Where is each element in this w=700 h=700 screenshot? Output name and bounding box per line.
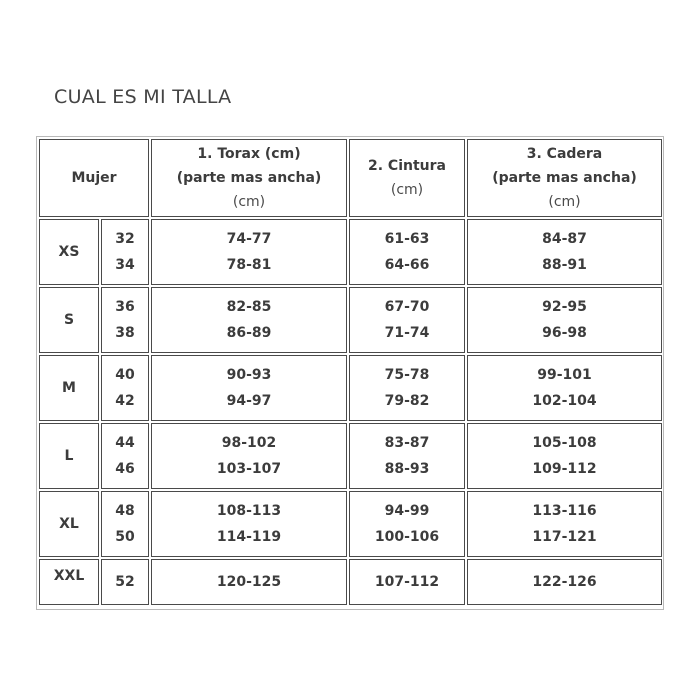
eu-size-l xyxy=(101,423,149,489)
eu-size-value: 34 xyxy=(115,257,135,273)
torax-s xyxy=(151,287,347,353)
cadera-value: 109-112 xyxy=(532,461,597,477)
eu-size-value: 48 xyxy=(115,503,135,519)
size-label-s xyxy=(39,287,99,353)
size-label-l xyxy=(39,423,99,489)
cintura-value: 61-63 xyxy=(384,231,430,247)
cintura-s xyxy=(349,287,465,353)
torax-xl xyxy=(151,491,347,557)
header-mujer xyxy=(39,139,149,217)
torax-xxl xyxy=(151,559,347,605)
torax-value: 86-89 xyxy=(226,325,272,341)
torax-value: 120-125 xyxy=(216,574,282,590)
eu-size-value: 38 xyxy=(115,325,135,341)
size-label-xs xyxy=(39,219,99,285)
cadera-value: 113-116 xyxy=(532,503,597,519)
header-cintura-unit: (cm) xyxy=(390,182,424,198)
cintura-xxl xyxy=(349,559,465,605)
cintura-value: 71-74 xyxy=(384,325,430,341)
cadera-xs xyxy=(467,219,662,285)
torax-value: 78-81 xyxy=(226,257,272,273)
header-cadera-title: 3. Cadera xyxy=(526,146,603,162)
eu-size-value: 42 xyxy=(115,393,135,409)
eu-size-xl xyxy=(101,491,149,557)
header-cintura-title: 2. Cintura xyxy=(368,158,446,174)
header-torax-unit: (cm) xyxy=(232,194,266,210)
torax-value: 90-93 xyxy=(226,367,272,383)
cadera-value: 88-91 xyxy=(542,257,587,273)
header-cadera-subtitle: (parte mas ancha) xyxy=(492,170,637,186)
header-cadera-unit: (cm) xyxy=(548,194,581,210)
eu-size-value: 36 xyxy=(115,299,135,315)
eu-size-value: 50 xyxy=(115,529,135,545)
header-mujer-label: Mujer xyxy=(71,170,117,186)
size-name: M xyxy=(62,380,76,396)
cadera-value: 84-87 xyxy=(542,231,587,247)
torax-xs xyxy=(151,219,347,285)
cadera-value: 117-121 xyxy=(532,529,597,545)
cintura-value: 79-82 xyxy=(384,393,430,409)
cintura-value: 67-70 xyxy=(384,299,430,315)
eu-size-value: 52 xyxy=(115,574,135,590)
eu-size-value: 46 xyxy=(115,461,135,477)
cadera-value: 122-126 xyxy=(532,574,597,590)
torax-value: 94-97 xyxy=(226,393,272,409)
header-torax xyxy=(151,139,347,217)
cintura-value: 83-87 xyxy=(384,435,430,451)
torax-value: 103-107 xyxy=(216,461,282,477)
size-name: XXL xyxy=(53,568,85,584)
cintura-value: 75-78 xyxy=(384,367,430,383)
size-name: XL xyxy=(59,516,79,532)
cintura-value: 107-112 xyxy=(374,574,440,590)
cadera-value: 99-101 xyxy=(537,367,592,383)
cadera-m xyxy=(467,355,662,421)
size-name: L xyxy=(64,448,74,464)
eu-size-value: 32 xyxy=(115,231,135,247)
header-cadera xyxy=(467,139,662,217)
cadera-value: 96-98 xyxy=(542,325,587,341)
cintura-m xyxy=(349,355,465,421)
page-title: CUAL ES MI TALLA xyxy=(54,86,232,108)
torax-m xyxy=(151,355,347,421)
cadera-xl xyxy=(467,491,662,557)
torax-value: 74-77 xyxy=(226,231,272,247)
cintura-value: 88-93 xyxy=(384,461,430,477)
cadera-xxl xyxy=(467,559,662,605)
size-name: XS xyxy=(58,244,80,260)
eu-size-m xyxy=(101,355,149,421)
eu-size-xxl xyxy=(101,559,149,605)
torax-l xyxy=(151,423,347,489)
size-label-m xyxy=(39,355,99,421)
cadera-value: 92-95 xyxy=(542,299,587,315)
eu-size-value: 40 xyxy=(115,367,135,383)
cadera-value: 105-108 xyxy=(532,435,597,451)
cintura-value: 64-66 xyxy=(384,257,430,273)
eu-size-value: 44 xyxy=(115,435,135,451)
eu-size-xs xyxy=(101,219,149,285)
cadera-value: 102-104 xyxy=(532,393,597,409)
header-torax-subtitle: (parte mas ancha) xyxy=(176,170,322,186)
cadera-l xyxy=(467,423,662,489)
cintura-l xyxy=(349,423,465,489)
header-cintura xyxy=(349,139,465,217)
torax-value: 114-119 xyxy=(216,529,282,545)
cadera-s xyxy=(467,287,662,353)
size-name: S xyxy=(63,312,75,328)
eu-size-s xyxy=(101,287,149,353)
torax-value: 98-102 xyxy=(221,435,277,451)
cintura-xs xyxy=(349,219,465,285)
size-label-xxl xyxy=(39,559,99,605)
header-torax-title: 1. Torax (cm) xyxy=(197,146,301,162)
cintura-value: 94-99 xyxy=(384,503,430,519)
size-label-xl xyxy=(39,491,99,557)
cintura-value: 100-106 xyxy=(374,529,440,545)
cintura-xl xyxy=(349,491,465,557)
torax-value: 82-85 xyxy=(226,299,272,315)
torax-value: 108-113 xyxy=(216,503,282,519)
